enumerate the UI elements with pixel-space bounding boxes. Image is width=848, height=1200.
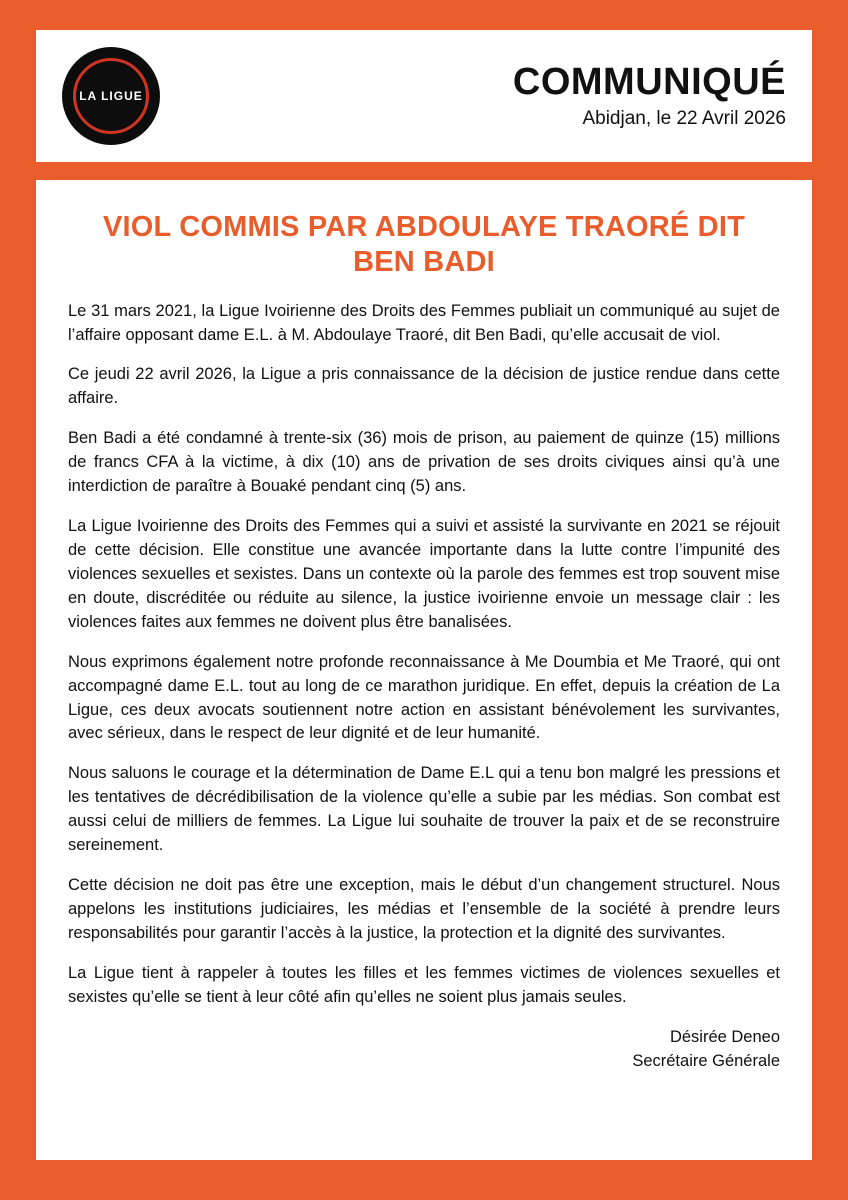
communique-page bbox=[36, 30, 812, 1160]
header bbox=[36, 30, 812, 162]
paragraph-8: La Ligue tient à rappeler à toutes les filles et les femmes victimes de violences sexuelles et sexistes qu’elle se tient à leur côté afin qu’elles ne soient plus jamais seules. bbox=[68, 963, 780, 1006]
header-right bbox=[513, 62, 786, 130]
document-body bbox=[36, 180, 812, 1160]
paragraph-7: Cette décision ne doit pas être une exception, mais le début d’un changement structurel. Nous appelons les institutions judiciaires, les médias et l’ensemble de la société à prendre leurs responsabilités pour garantir l’accès à la justice, la protection et la dignité des survivantes. bbox=[68, 876, 780, 942]
paragraph-6: Nous saluons le courage et la détermination de Dame E.L qui a tenu bon malgré les pressions et les tentatives de décrédibilisation de la violence qu’elle a subie par les médias. Son combat est aussi celui de milliers de femmes. La Ligue lui souhaite de trouver la paix et de se reconstruire sereinement. bbox=[68, 764, 780, 855]
signature-name: Désirée Deneo bbox=[669, 1027, 780, 1046]
paragraph-4: La Ligue Ivoirienne des Droits des Femmes qui a suivi et assisté la survivante en 2021 se réjouit de cette décision. Elle constitue une avancée importante dans la lutte contre l’impunité des violences sexuelles et sexistes. Dans un contexte où la parole des femmes est trop souvent mise en doute, discréditée ou réduite au silence, la justice ivoirienne envoie un message clair : les violences faites aux femmes ne doivent plus être banalisées. bbox=[68, 517, 780, 631]
communique-title: COMMUNIQUÉ bbox=[512, 61, 786, 104]
paragraph-1: Le 31 mars 2021, la Ligue Ivoirienne des Droits des Femmes publiait un communiqué au sujet de l’affaire opposant dame E.L. à M. Abdoulaye Traoré, dit Ben Badi, qu’elle accusait de viol. bbox=[68, 301, 780, 344]
signature-block bbox=[68, 1026, 780, 1074]
paragraph-5: Nous exprimons également notre profonde reconnaissance à Me Doumbia et Me Traoré, qui ont accompagné dame E.L. tout au long de ce marathon juridique. En effet, depuis la création de La Ligue, ces deux avocats soutiennent notre action en assistant bénévolement les survivantes, avec sérieux, dans le respect de leur dignité et de leur humanité. bbox=[68, 652, 780, 743]
la-ligue-logo bbox=[62, 47, 160, 145]
headline: VIOL COMMIS PAR ABDOULAYE TRAORÉ DIT BEN BADI bbox=[102, 211, 745, 278]
logo-text: LA LIGUE bbox=[79, 89, 143, 103]
paragraph-2: Ce jeudi 22 avril 2026, la Ligue a pris connaissance de la décision de justice rendue dans cette affaire. bbox=[68, 365, 780, 408]
date-line: Abidjan, le 22 Avril 2026 bbox=[582, 107, 786, 129]
paragraph-3: Ben Badi a été condamné à trente-six (36) mois de prison, au paiement de quinze (15) millions de francs CFA à la victime, à dix (10) ans de privation de ses droits civiques ainsi qu’à une interdiction de paraître à Bouaké pendant cinq (5) ans. bbox=[68, 429, 780, 496]
signature-title: Secrétaire Générale bbox=[632, 1051, 780, 1070]
logo-ring bbox=[73, 58, 149, 134]
